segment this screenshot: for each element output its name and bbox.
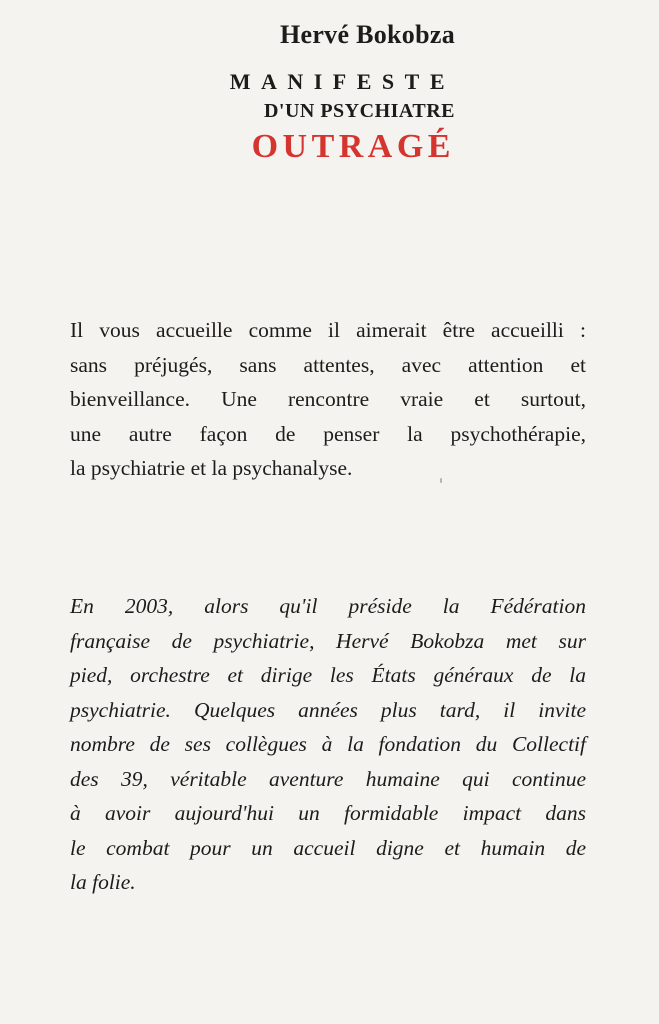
- blurb-paragraph: [70, 313, 586, 486]
- title-line-1: MANIFESTE: [229, 69, 455, 94]
- bio-paragraph: [70, 589, 586, 900]
- bio-line: En 2003, alors qu'il préside la Fédération: [70, 594, 586, 618]
- bio-line: le combat pour un accueil digne et humain de: [70, 835, 586, 860]
- bio-line: des 39, véritable aventure humaine qui continue: [70, 766, 586, 791]
- blurb-line: Il vous accueille comme il aimerait être accueilli :: [70, 318, 586, 342]
- author-name: Hervé Bokobza: [279, 20, 455, 49]
- blurb-line: bienveillance. Une rencontre vraie et surtout,: [70, 387, 586, 411]
- blurb-line: sans préjugés, sans attentes, avec attention et: [70, 352, 586, 377]
- bio-line: française de psychiatrie, Hervé Bokobza met sur: [70, 628, 586, 653]
- bio-line: la folie.: [70, 870, 136, 894]
- bio-line: psychiatrie. Quelques années plus tard, il invite: [70, 697, 586, 722]
- blurb-line: la psychiatrie et la psychanalyse.: [70, 456, 353, 480]
- bio-line: à avoir aujourd'hui un formidable impact dans: [70, 801, 586, 825]
- paper-speck: [440, 478, 442, 483]
- blurb-line: une autre façon de penser la psychothérapie,: [70, 421, 586, 446]
- bio-line: pied, orchestre et dirige les États généraux de la: [70, 663, 586, 687]
- title-line-2: D'UN PSYCHIATRE: [263, 100, 455, 122]
- title-line-3: OUTRAGÉ: [251, 128, 455, 165]
- bio-line: nombre de ses collègues à la fondation du Collectif: [70, 732, 586, 756]
